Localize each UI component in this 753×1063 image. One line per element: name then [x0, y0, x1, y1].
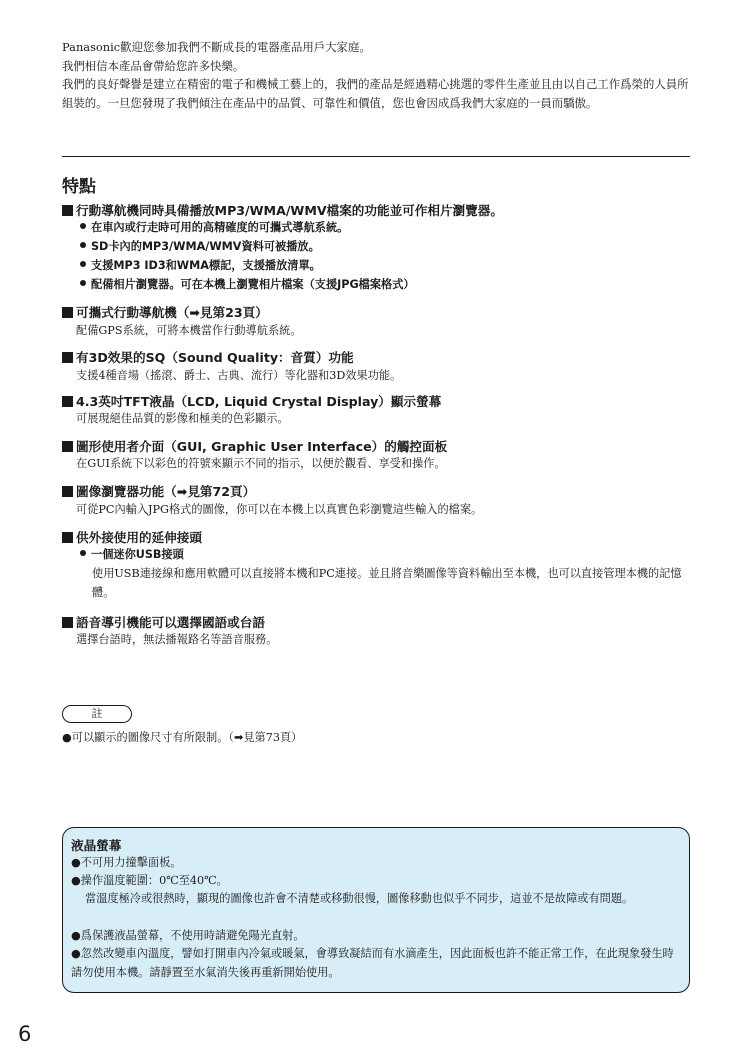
- feature-heading-sq: 有3D效果的SQ（Sound Quality：音質）功能: [62, 347, 354, 366]
- note-text: ●可以顯示的圖像尺寸有所限制。（➡見第73頁）: [62, 731, 303, 744]
- feature-description: 可展現絕佳品質的影像和極美的色彩顯示。: [76, 412, 289, 425]
- lcd-line: ●操作溫度範圍：0℃至40℃。: [71, 874, 228, 887]
- arrow-right-icon: ➡: [189, 305, 200, 320]
- lcd-title: 液晶螢幕: [71, 838, 122, 853]
- lcd-line: ●爲保護液晶螢幕，不使用時請避免陽光直射。: [71, 929, 305, 942]
- arrow-right-icon: ➡: [176, 484, 188, 499]
- square-bullet-icon: [62, 617, 73, 628]
- features-title: 特點: [62, 177, 96, 197]
- feature-description: 配備GPS系統，可將本機當作行動導航系統。: [76, 324, 302, 337]
- feature-description: 選擇台語時，無法播報路名等語音服務。: [76, 633, 278, 646]
- intro-text: [62, 38, 692, 112]
- feature-description: 在GUI系統下以彩色的符號來顯示不同的指示，以便於觀看、享受和操作。: [76, 457, 446, 470]
- intro-line-2: 我們相信本產品會帶給您許多快樂。: [62, 58, 245, 73]
- feature-bullet: 配備相片瀏覽器。可在本機上瀏覽相片檔案（支援JPG檔案格式）: [80, 276, 415, 292]
- feature-bullet: 在車內或行走時可用的高精確度的可攜式導航系統。: [80, 219, 348, 235]
- feature-heading-extension: 供外接使用的延伸接頭: [62, 527, 202, 546]
- arrow-right-icon: ➡: [233, 731, 244, 744]
- lcd-line: ●不可用力撞擊面板。: [71, 856, 182, 869]
- feature-bullet: 支援MP3 ID3和WMA標記，支援播放清單。: [80, 257, 321, 273]
- square-bullet-icon: [62, 532, 73, 543]
- feature-bullet: 一個迷你USB接頭: [80, 546, 184, 562]
- lcd-caution-box: [62, 827, 690, 993]
- square-bullet-icon: [62, 205, 73, 216]
- dot-bullet-icon: [80, 280, 86, 286]
- feature-heading-portable-nav: 可攜式行動導航機（➡見第23頁）: [62, 302, 268, 321]
- feature-heading-lcd: 4.3英吋TFT液晶（LCD, Liquid Crystal Display）顯示螢幕: [62, 391, 441, 410]
- dot-bullet-icon: [80, 550, 86, 556]
- square-bullet-icon: [62, 486, 73, 497]
- divider: [62, 156, 690, 157]
- feature-heading-gui: 圖形使用者介面（GUI, Graphic User Interface）的觸控面板: [62, 436, 447, 455]
- dot-bullet-icon: [80, 242, 86, 248]
- lcd-line: 當溫度極冷或很熱時，顯現的圖像也許會不清楚或移動很慢，圖像移動也似乎不同步，這並不是故障或有問題。: [85, 892, 634, 905]
- page-number: 6: [18, 1022, 32, 1046]
- square-bullet-icon: [62, 307, 73, 318]
- feature-description: 使用USB連接線和應用軟體可以直接將本機和PC連接。並且將音樂圖像等資料輸出至本機，也可以直接管理本機的記憶體。: [92, 567, 682, 599]
- feature-description: 可從PC內輸入JPG格式的圖像，你可以在本機上以真實色彩瀏覽這些輸入的檔案。: [76, 503, 483, 516]
- square-bullet-icon: [62, 441, 73, 452]
- dot-bullet-icon: [80, 223, 86, 229]
- lcd-line: ●忽然改變車內溫度，譬如打開車內冷氣或暖氣，會導致凝結而有水滴產生，因此面板也許不能正常工作，在此現象發生時請勿使用本機。請靜置至水氣消失後再重新開始使用。: [71, 947, 674, 979]
- feature-bullet: SD卡內的MP3/WMA/WMV資料可被播放。: [80, 238, 320, 254]
- feature-heading-voice: 語音導引機能可以選擇國語或台語: [62, 612, 265, 631]
- square-bullet-icon: [62, 396, 73, 407]
- note-label: 註: [62, 705, 132, 723]
- dot-bullet-icon: [80, 261, 86, 267]
- feature-heading-image-viewer: 圖像瀏覽器功能（➡見第72頁）: [62, 481, 255, 500]
- square-bullet-icon: [62, 352, 73, 363]
- intro-line-3: 我們的良好聲譽是建立在精密的電子和機械工藝上的，我們的產品是經過精心挑選的零件生產並且由以自己工作爲榮的人員所組裝的。一旦您發現了我們傾注在產品中的品質、可靠性和價值，您也會因成爲我們大家庭的一員而驕傲。: [62, 77, 689, 110]
- feature-description: 支援4種音場（搖滾、爵士、古典、流行）等化器和3D效果功能。: [76, 369, 402, 382]
- feature-heading-navigation: 行動導航機同時具備播放MP3/WMA/WMV檔案的功能並可作相片瀏覽器。: [62, 200, 503, 219]
- intro-line-1: Panasonic歡迎您參加我們不斷成長的電器產品用戶大家庭。: [62, 40, 371, 54]
